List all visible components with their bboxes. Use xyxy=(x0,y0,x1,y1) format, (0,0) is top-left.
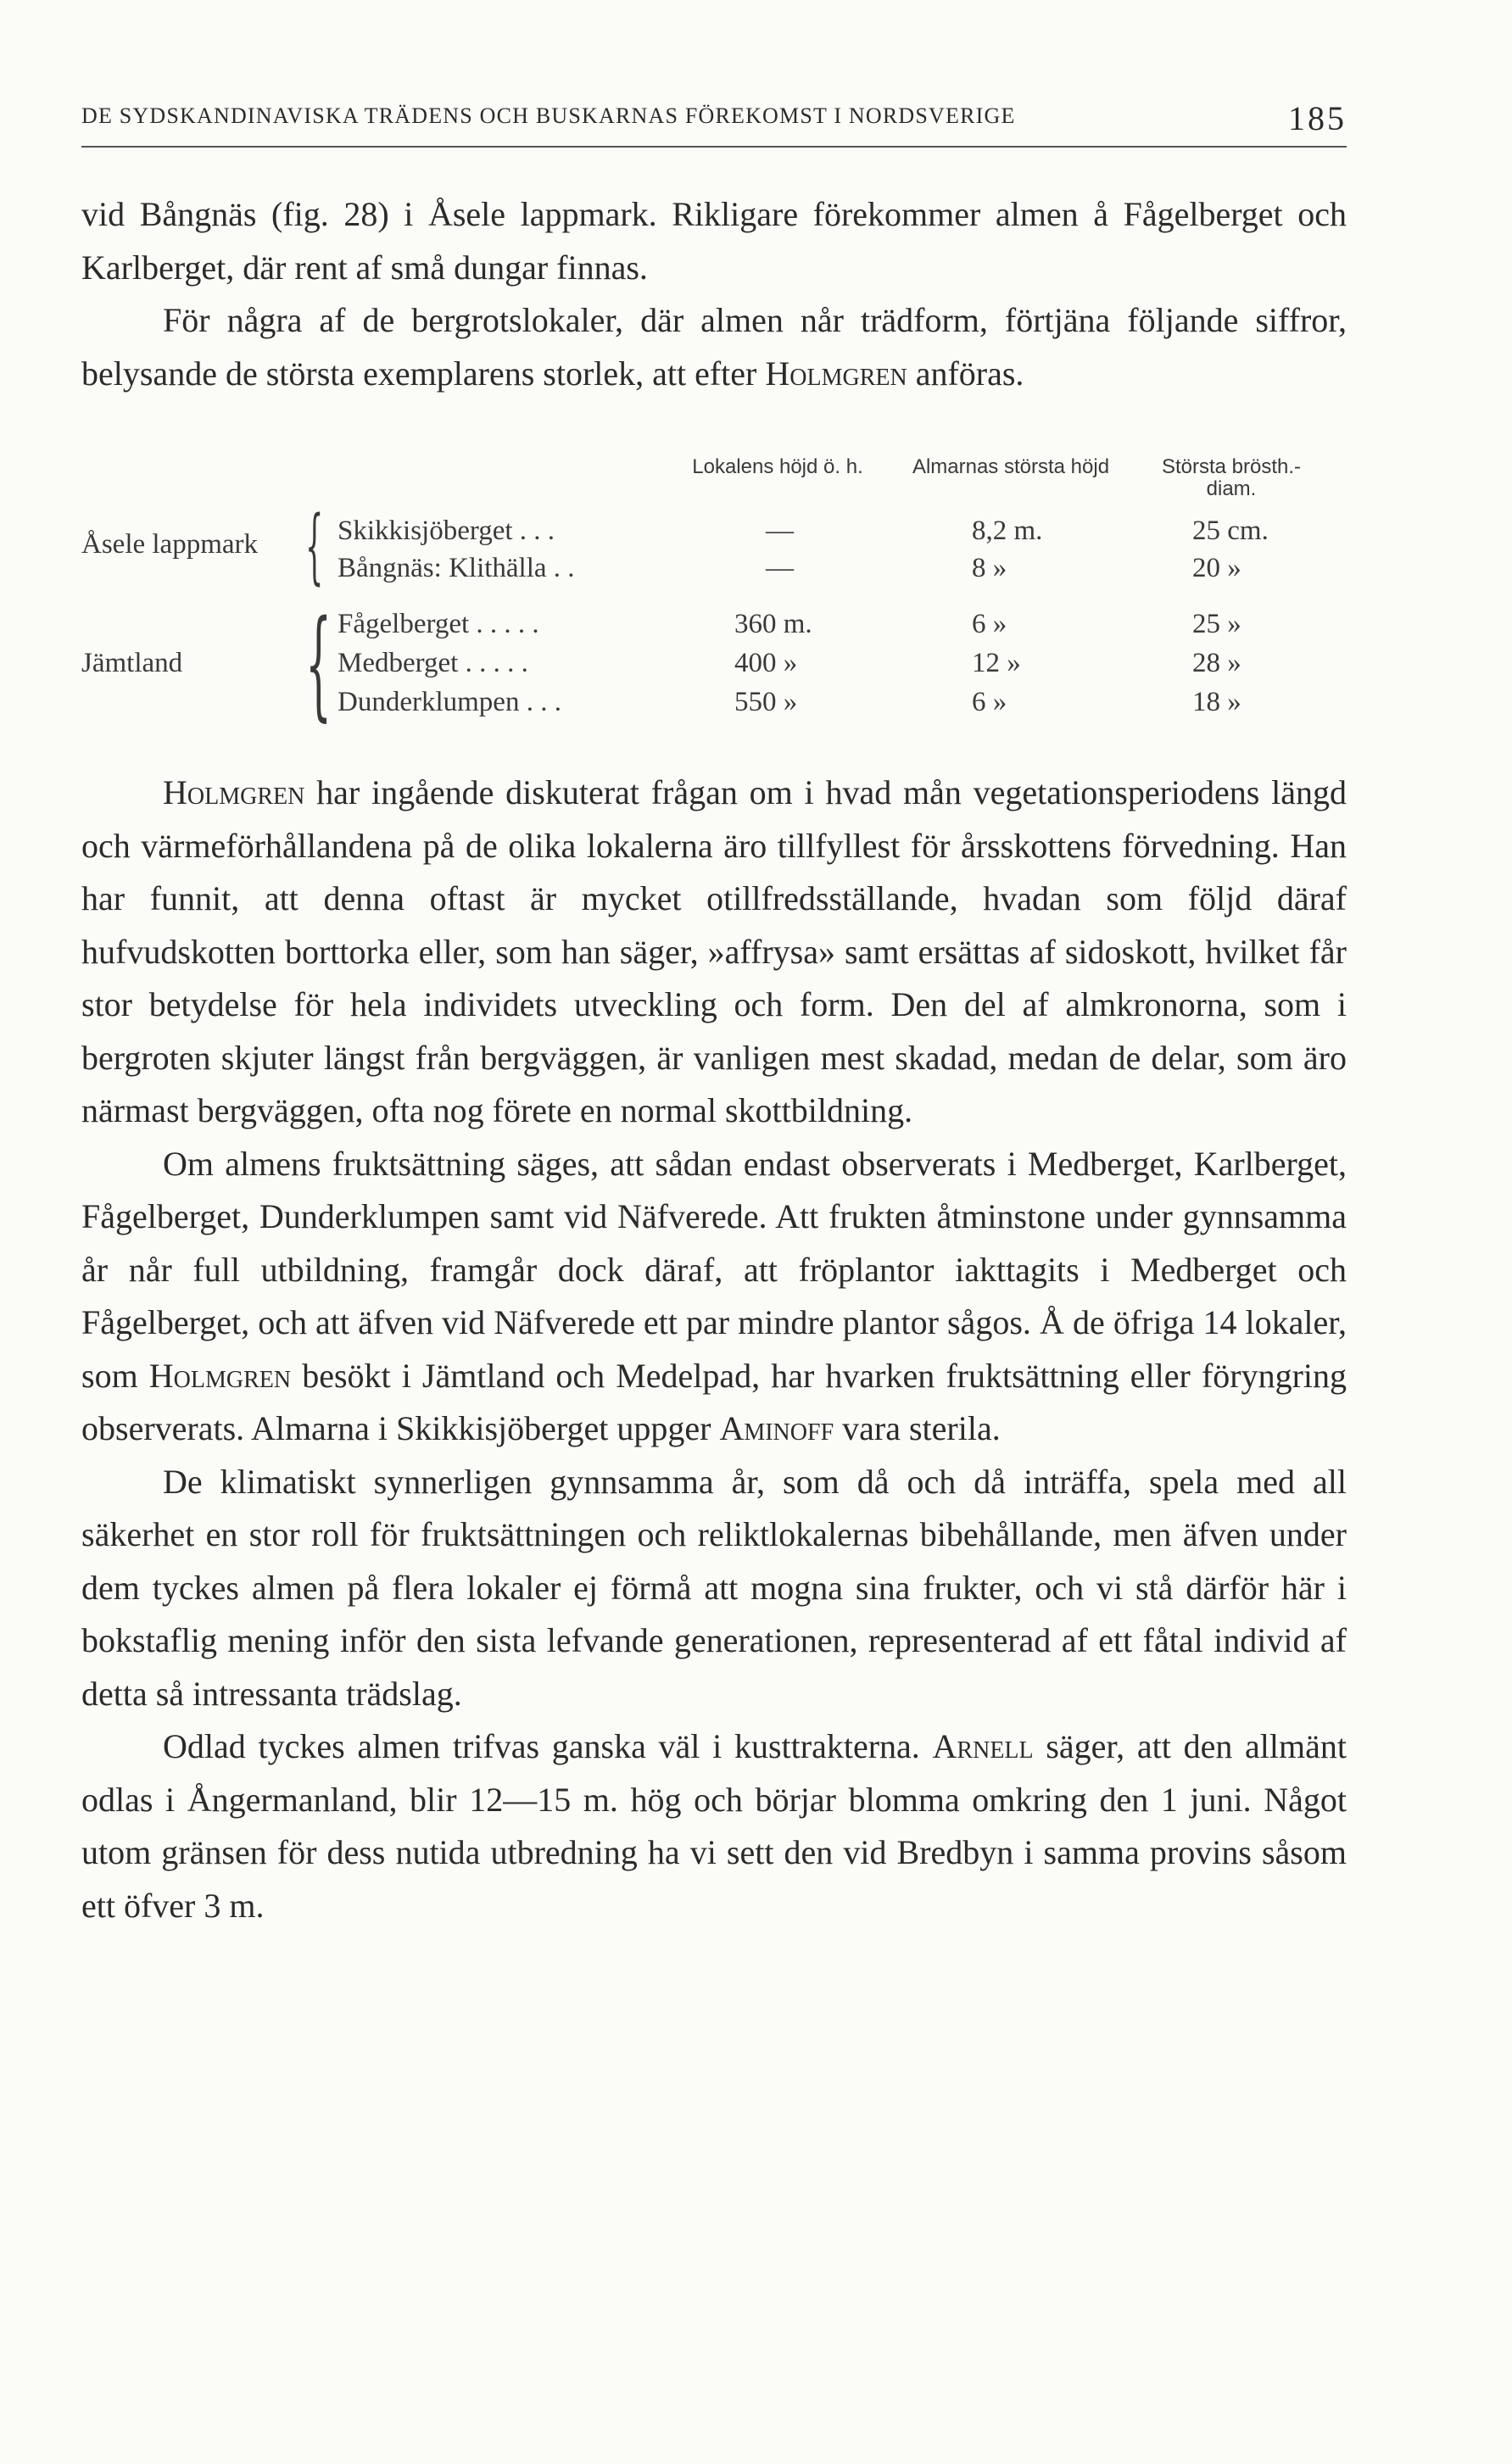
paragraph-5: De klimatiskt synnerligen gynnsamma år, som då och då inträffa, spela med all säkerhet en stor roll för fruktsättningen och reliktlokalernas bibehållande, men äfven under dem tyckes almen på flera lokaler ej förmå att mogna sina frukter, och vi stå därför här i bokstaflig mening inför den sista lefvande generationen, representerad af ett fåtal individ af detta så intressanta trädslag. xyxy=(81,1462,1347,1713)
locality-medberget: Medberget . . . . . xyxy=(338,648,528,678)
paragraph-4-text-b: besökt i Jämtland och Medelpad, har hvarken fruktsättning eller föryngring observerats. Almarna i Skikkisjöberget uppger xyxy=(81,1356,1347,1447)
header-tree-height: Almarnas största höjd xyxy=(912,455,1110,478)
height-value: 400 » xyxy=(734,648,798,678)
tree-height-value: 12 » xyxy=(972,648,1021,678)
diameter-value: 25 cm. xyxy=(1192,516,1269,546)
running-head-title: DE SYDSKANDINAVISKA TRÄDENS OCH BUSKARNAS FÖREKOMST I NORDSVERIGE xyxy=(81,103,1016,128)
paragraph-6 xyxy=(81,1720,1347,1932)
diameter-value: 28 » xyxy=(1192,648,1241,678)
tree-height-value: 6 » xyxy=(972,687,1007,717)
header-rule xyxy=(81,146,1347,148)
brace-asele: { xyxy=(305,499,324,594)
region-jamtland: Jämtland xyxy=(81,648,183,678)
region-asele: Åsele lappmark xyxy=(81,529,259,560)
tree-height-value: 8 » xyxy=(972,553,1007,583)
paragraph-3 xyxy=(81,767,1347,1138)
height-value: — xyxy=(766,516,794,546)
paragraph-6-text-a: Odlad tyckes almen trifvas ganska väl i kusttrakterna. xyxy=(163,1727,920,1765)
brace-jamtland: { xyxy=(305,595,332,733)
paragraph-3-text: har ingående diskuterat frågan om i hvad mån vegetationsperiodens längd och värmeförhållandena på de olika lokalerna äro tillfyllest för årsskottens förvedning. Han har funnit, att denna oftast är mycket otillfredsställande, hvadan som följd däraf hufvudskotten borttorka eller, som han säger, »affrysa» samt ersättas af sidoskott, hvilket får stor betydelse för hela individets utveckling och form. Den del af almkronorna, som i bergroten skjuter längst från bergväggen, är vanligen mest skadad, medan de delar, som äro närmast bergväggen, ofta nog förete en normal skottbildning. xyxy=(81,773,1347,1129)
body-text xyxy=(81,767,1347,1932)
intro-text xyxy=(81,188,1347,400)
tree-height-value: 6 » xyxy=(972,609,1007,639)
paragraph-4-text-a: Om almens fruktsättning säges, att sådan endast observerats i Medberget, Karlberget, Fågelberget, Dunderklumpen samt vid Näfverede. Att frukten åtminstone under gynnsamma år når full utbildning, framgår dock däraf, att fröplantor iakttagits i Medberget och Fågelberget, och att äfven vid Näfverede ett par mindre plantor sågos. Å de öfriga 14 lokaler, som xyxy=(81,1144,1347,1395)
header-locality-height: Lokalens höjd ö. h. xyxy=(692,455,863,478)
author-aminoff: Aminoff xyxy=(719,1409,834,1447)
author-holmgren: Holmgren xyxy=(148,1356,292,1395)
paragraph-4 xyxy=(81,1138,1347,1456)
diameter-value: 25 » xyxy=(1192,609,1241,639)
height-value: 360 m. xyxy=(734,609,812,639)
diameter-value: 20 » xyxy=(1192,553,1241,583)
paragraph-4-text-c: vara sterila. xyxy=(842,1409,1001,1447)
paragraph-6-text-b: säger, att den allmänt odlas i Ångermanland, blir 12—15 m. hög och börjar blomma omkring den 1 juni. Något utom gränsen för dess nutida utbredning ha vi sett den vid Bredbyn i samma provins såsom ett öfver 3 m. xyxy=(81,1727,1347,1925)
author-holmgren: Holmgren xyxy=(765,354,907,393)
paragraph-2-text: För några af de bergrotslokaler, där almen når trädform, förtjäna följande siffror, belysande de största exemplarens storlek, att efter xyxy=(81,301,1347,393)
author-arnell: Arnell xyxy=(932,1727,1034,1765)
diameter-value: 18 » xyxy=(1192,687,1241,717)
height-value: 550 » xyxy=(734,687,798,717)
running-head xyxy=(81,99,1347,137)
height-value: — xyxy=(766,553,794,583)
header-diameter: Största brösth.-diam. xyxy=(1161,455,1302,500)
paragraph-2-end: anföras. xyxy=(915,354,1024,393)
tree-height-value: 8,2 m. xyxy=(972,516,1043,546)
locality-skikkisjoberget: Skikkisjöberget . . . xyxy=(338,516,555,546)
paragraph-2 xyxy=(81,294,1347,400)
paragraph-1: vid Bångnäs (fig. 28) i Åsele lappmark. Rikligare förekommer almen å Fågelberget och Karlberget, där rent af små dungar finnas. xyxy=(81,195,1347,287)
locality-fagelberget: Fågelberget . . . . . xyxy=(338,609,539,639)
locality-bangnas: Bångnäs: Klithälla . . xyxy=(338,553,575,583)
author-holmgren: Holmgren xyxy=(163,773,305,811)
locality-dunderklumpen: Dunderklumpen . . . xyxy=(338,687,561,717)
page-number: 185 xyxy=(1288,99,1347,137)
